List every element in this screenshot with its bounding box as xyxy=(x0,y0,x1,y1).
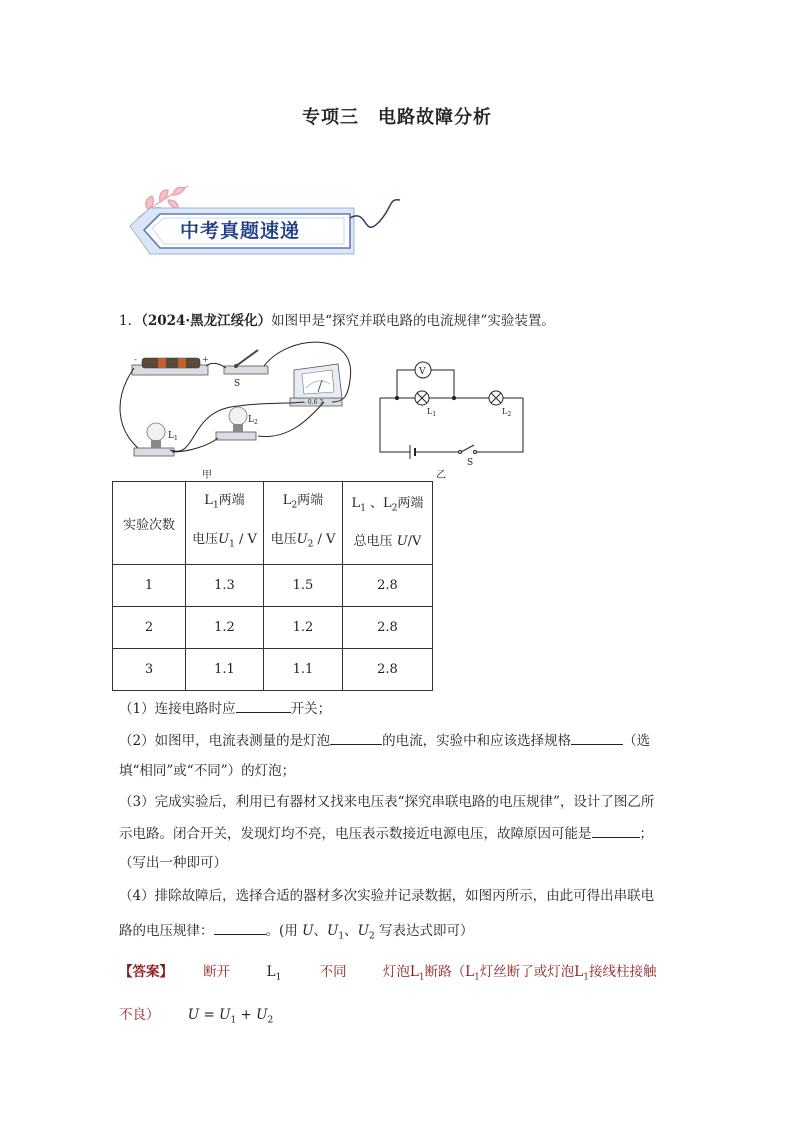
answer-formula: $U = U_1 + U_2$ xyxy=(187,1007,274,1026)
question-source: （2024·黑龙江绥化） xyxy=(141,313,272,329)
banner-title: 中考真题速递 xyxy=(180,220,301,242)
question-text: 如图甲是“探究并联电路的电流规律”实验装置。 xyxy=(271,313,555,329)
svg-text:L2: $L_2$ xyxy=(502,407,512,418)
answer-blank xyxy=(571,730,623,745)
document-title: 专项三 电路故障分析 xyxy=(302,107,492,128)
cell-u1: 1.1 xyxy=(186,649,264,691)
svg-text:L1: $L_1$ xyxy=(168,431,178,442)
part-1: （1）连接电路时应 开关； xyxy=(119,698,331,719)
answer-blank xyxy=(214,920,266,935)
answer-blank xyxy=(236,698,291,713)
answer-line: 【答案】 断开 $L_1$ 不同 灯泡$L_1$断路（$L_1$灯丝断了或灯泡$L_1$接线柱接触 xyxy=(119,964,657,983)
svg-text:- 0.6 3: - 0.6 3 xyxy=(304,399,324,406)
cell-u2: 1.1 xyxy=(264,649,343,691)
header-u-total: $L_1$ 、$L_2$两端 总电压 U/V xyxy=(343,482,433,565)
svg-text:+: + xyxy=(202,355,209,364)
figure-jia-apparatus xyxy=(120,342,351,480)
question-number: 1． xyxy=(119,313,142,329)
answer-line-2: 不良） $U = U_1 + U_2$ xyxy=(119,1007,274,1026)
part-4: （4）排除故障后，选择合适的器材多次实验并记录数据，如图丙所示，由此可得出串联电 xyxy=(119,888,655,904)
answer-lamp: $L_1$ xyxy=(266,964,282,983)
voltmeter-label: V xyxy=(419,367,426,377)
part-3: （3）完成实验后，利用已有器材又找来电压表“探究串联电路的电压规律”，设计了图乙所 xyxy=(119,794,655,810)
part-3-cont: 示电路。闭合开关，发现灯均不亮，电压表示数接近电源电压，故障原因可能是 ； xyxy=(119,823,653,844)
switch-label-yi: S xyxy=(467,458,474,468)
figure-label-jia: 甲 xyxy=(202,470,212,480)
answer-tag: 【答案】 xyxy=(119,964,173,980)
part-2: （2）如图甲，电流表测量的是灯泡 的电流，实验中和应该选择规格 （选 xyxy=(119,730,650,751)
cell-u: 2.8 xyxy=(343,607,433,649)
cell-u2: 1.5 xyxy=(264,565,343,607)
header-u1: $L_1$两端 电压$U_1$ / V xyxy=(186,482,264,565)
cell-u: 2.8 xyxy=(343,649,433,691)
cell-u1: 1.2 xyxy=(186,607,264,649)
answer-blank xyxy=(330,730,382,745)
cell-u2: 1.2 xyxy=(264,607,343,649)
part-2-cont: 填“相同”或“不同”）的灯泡； xyxy=(119,763,296,779)
table-row xyxy=(113,565,433,607)
circuit-figures xyxy=(118,340,558,480)
cell-trial: 3 xyxy=(113,649,186,691)
table-header-row xyxy=(113,482,433,565)
figure-label-yi: 乙 xyxy=(436,470,446,480)
header-trial: 实验次数 xyxy=(113,482,186,565)
cell-u1: 1.3 xyxy=(186,565,264,607)
header-u2: $L_2$两端 电压$U_2$ / V xyxy=(264,482,343,565)
cell-u: 2.8 xyxy=(343,565,433,607)
cell-trial: 2 xyxy=(113,607,186,649)
answer-blank xyxy=(592,823,640,838)
table-row xyxy=(113,607,433,649)
table-row xyxy=(113,649,433,691)
data-table xyxy=(112,481,433,691)
part-4-cont: 路的电压规律： 。(用 U、$U_1$、$U_2$ 写表达式即可） xyxy=(119,920,474,947)
part-3-note: （写出一种即可） xyxy=(119,855,227,871)
svg-text:-: - xyxy=(134,355,137,364)
svg-text:L2: $L_2$ xyxy=(248,415,258,426)
svg-text:L1: $L_1$ xyxy=(427,407,437,418)
switch-label-jia: S xyxy=(234,379,241,389)
question-stem xyxy=(119,311,555,331)
cell-trial: 1 xyxy=(113,565,186,607)
